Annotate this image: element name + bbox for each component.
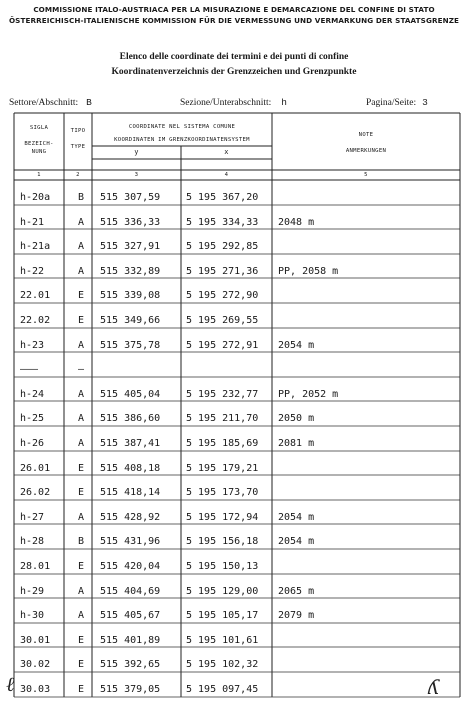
- col-tipo-header-it: TIPO: [70, 128, 86, 134]
- col-note-header-it: NOTE: [358, 132, 374, 138]
- table-cell-y: 515 332,89: [100, 265, 161, 277]
- table-cell-y: 515 387,41: [100, 438, 161, 449]
- table-cell-tipo: E: [77, 487, 85, 499]
- table-cell-tipo: B: [77, 192, 85, 203]
- commission-title-it: COMMISSIONE ITALO-AUSTRIACA PER LA MISURAZIONE E DEMARCAZIONE DEL CONFINE DI STATO: [33, 5, 435, 14]
- table-cell-x: 5 195 334,33: [186, 216, 259, 228]
- settore-value: B: [86, 97, 92, 108]
- table-cell-sigla: h-30: [20, 610, 45, 622]
- table-cell-y: 515 405,67: [100, 610, 161, 622]
- table-cell-y: 515 336,33: [100, 216, 161, 228]
- col-y-header: y: [134, 148, 139, 156]
- col-number-1: 1: [37, 172, 41, 178]
- settore-label: Settore/Abschnitt:: [9, 98, 79, 108]
- table-cell-sigla: h-29: [20, 585, 45, 597]
- table-cell-x: 5 195 269,55: [186, 315, 259, 326]
- table-cell-sigla: h-27: [20, 511, 45, 523]
- table-cell-note: 2081 m: [278, 438, 315, 449]
- table-cell-x: 5 195 105,17: [186, 610, 259, 622]
- table-cell-x: 5 195 271,36: [186, 265, 259, 277]
- pagina-value: 3: [422, 97, 428, 108]
- table-cell-y: 515 327,91: [100, 241, 161, 253]
- table-cell-tipo: E: [77, 684, 85, 695]
- list-title-it: Elenco delle coordinate dei termini e dei punti di confine: [119, 52, 349, 62]
- table-cell-sigla: 30.02: [20, 659, 51, 671]
- table-cell-y: 515 418,14: [100, 487, 161, 499]
- table-cell-sigla: h-25: [20, 413, 45, 425]
- table-cell-y: 515 375,78: [100, 339, 161, 351]
- table-cell-note: PP, 2052 m: [278, 388, 339, 400]
- table-cell-sigla: h-21a: [20, 241, 51, 253]
- table-cell-y: 515 386,60: [100, 413, 161, 425]
- table-cell-sigla: 26.02: [20, 487, 51, 499]
- col-number-5: 5: [364, 172, 368, 178]
- table-cell-y: 515 307,59: [100, 192, 161, 203]
- table-cell-x: 5 195 272,91: [186, 339, 259, 351]
- table-cell-note: 2048 m: [278, 216, 315, 228]
- table-cell-sigla: 26.01: [20, 462, 51, 474]
- sezione-value: h: [281, 97, 287, 108]
- table-cell-y: 515 404,69: [100, 585, 161, 597]
- table-cell-sigla: h-24: [20, 388, 45, 400]
- table-cell-tipo: A: [77, 241, 85, 253]
- table-cell-x: 5 195 102,32: [186, 659, 259, 671]
- table-cell-tipo: E: [77, 561, 85, 572]
- table-cell-x: 5 195 292,85: [186, 241, 259, 253]
- table-cell-tipo: E: [77, 315, 85, 326]
- sezione-label: Sezione/Unterabschnitt:: [180, 98, 272, 108]
- table-cell-sigla: 22.02: [20, 315, 51, 326]
- table-cell-tipo: A: [77, 511, 85, 523]
- table-cell-x: 5 195 179,21: [186, 462, 259, 474]
- table-cell-y: 515 349,66: [100, 315, 161, 326]
- table-cell-sigla: 30.01: [20, 634, 51, 646]
- col-number-3: 3: [134, 172, 139, 178]
- table-cell-sigla: 22.01: [20, 290, 51, 302]
- table-cell-x: 5 195 211,70: [186, 413, 259, 425]
- table-cell-x: 5 195 150,13: [186, 561, 259, 572]
- table-cell-note: 2065 m: [278, 585, 315, 597]
- table-cell-x: 5 195 097,45: [186, 684, 259, 695]
- col-number-2: 2: [76, 172, 80, 178]
- table-cell-x: 5 195 156,18: [186, 536, 259, 548]
- table-cell-y: 515 420,04: [100, 561, 161, 572]
- table-cell-sigla: h-21: [20, 216, 45, 228]
- table-cell-note: 2050 m: [278, 413, 315, 425]
- table-cell-x: 5 195 272,90: [186, 290, 259, 302]
- table-cell-x: 5 195 173,70: [186, 487, 259, 499]
- coord-header-de: KOORDINATEN IM GRENZKOORDINATENSYSTEM: [114, 137, 250, 143]
- pagina-label: Pagina/Seite:: [366, 98, 417, 108]
- col-x-header: x: [224, 148, 229, 156]
- table-cell-x: 5 195 185,69: [186, 438, 259, 449]
- table-cell-tipo: —: [77, 364, 85, 376]
- table-cell-x: 5 195 172,94: [186, 511, 259, 523]
- table-cell-y: 515 339,08: [100, 290, 161, 302]
- table-cell-tipo: A: [77, 265, 85, 277]
- table-cell-tipo: A: [77, 585, 85, 597]
- table-cell-x: 5 195 232,77: [186, 388, 259, 400]
- table-cell-y: 515 408,18: [100, 462, 161, 474]
- table-cell-note: 2054 m: [278, 511, 315, 523]
- table-cell-y: 515 405,04: [100, 388, 161, 400]
- col-sigla-header-de: BEZEICH- NUNG: [24, 141, 54, 155]
- table-cell-y: 515 379,05: [100, 684, 161, 695]
- table-cell-note: 2079 m: [278, 610, 315, 622]
- handwritten-initials-right: ʎ: [428, 675, 440, 699]
- coord-header-it: COORDINATE NEL SISTEMA COMUNE: [128, 124, 236, 130]
- table-cell-tipo: E: [77, 659, 85, 671]
- table-cell-note: PP, 2058 m: [278, 265, 339, 277]
- handwritten-initials-left: ℓ: [6, 672, 15, 696]
- table-cell-sigla: h-23: [20, 339, 45, 351]
- table-cell-y: 515 401,89: [100, 634, 161, 646]
- commission-title-de: ÖSTERREICHISCH-ITALIENISCHE KOMMISSION FÜR DIE VERMESSUNG UND VERMARKUNG DER STAATSGRENZE: [8, 16, 460, 25]
- col-tipo-header-de: TYPE: [70, 144, 86, 150]
- table-cell-y: 515 431,96: [100, 536, 161, 548]
- table-cell-tipo: A: [77, 339, 85, 351]
- table-cell-tipo: E: [77, 290, 85, 302]
- table-cell-tipo: B: [77, 536, 85, 548]
- col-number-4: 4: [224, 172, 229, 178]
- table-cell-sigla: h-26: [20, 438, 45, 449]
- table-cell-tipo: A: [77, 413, 85, 425]
- table-cell-note: 2054 m: [278, 536, 315, 548]
- table-cell-sigla: 28.01: [20, 561, 51, 572]
- col-sigla-header-it: SIGLA: [29, 125, 49, 131]
- col-note-header-de: ANMERKUNGEN: [345, 148, 387, 154]
- table-cell-sigla: h-28: [20, 536, 45, 548]
- table-cell-x: 5 195 101,61: [186, 634, 259, 646]
- table-cell-y: 515 428,92: [100, 511, 161, 523]
- table-cell-tipo: A: [77, 388, 85, 400]
- table-cell-tipo: A: [77, 438, 85, 449]
- table-cell-y: 515 392,65: [100, 659, 161, 671]
- table-cell-tipo: A: [77, 216, 85, 228]
- table-cell-sigla: 30.03: [20, 684, 51, 695]
- table-cell-sigla: h-20a: [20, 192, 51, 203]
- list-title-de: Koordinatenverzeichnis der Grenzzeichen und Grenzpunkte: [111, 67, 357, 77]
- table-cell-sigla: h-22: [20, 265, 45, 277]
- table-cell-tipo: E: [77, 462, 85, 474]
- table-cell-tipo: E: [77, 634, 85, 646]
- table-cell-x: 5 195 129,00: [186, 585, 259, 597]
- table-cell-note: 2054 m: [278, 339, 315, 351]
- table-cell-tipo: A: [77, 610, 85, 622]
- table-cell-x: 5 195 367,20: [186, 192, 259, 203]
- table-cell-sigla: ———: [20, 364, 39, 376]
